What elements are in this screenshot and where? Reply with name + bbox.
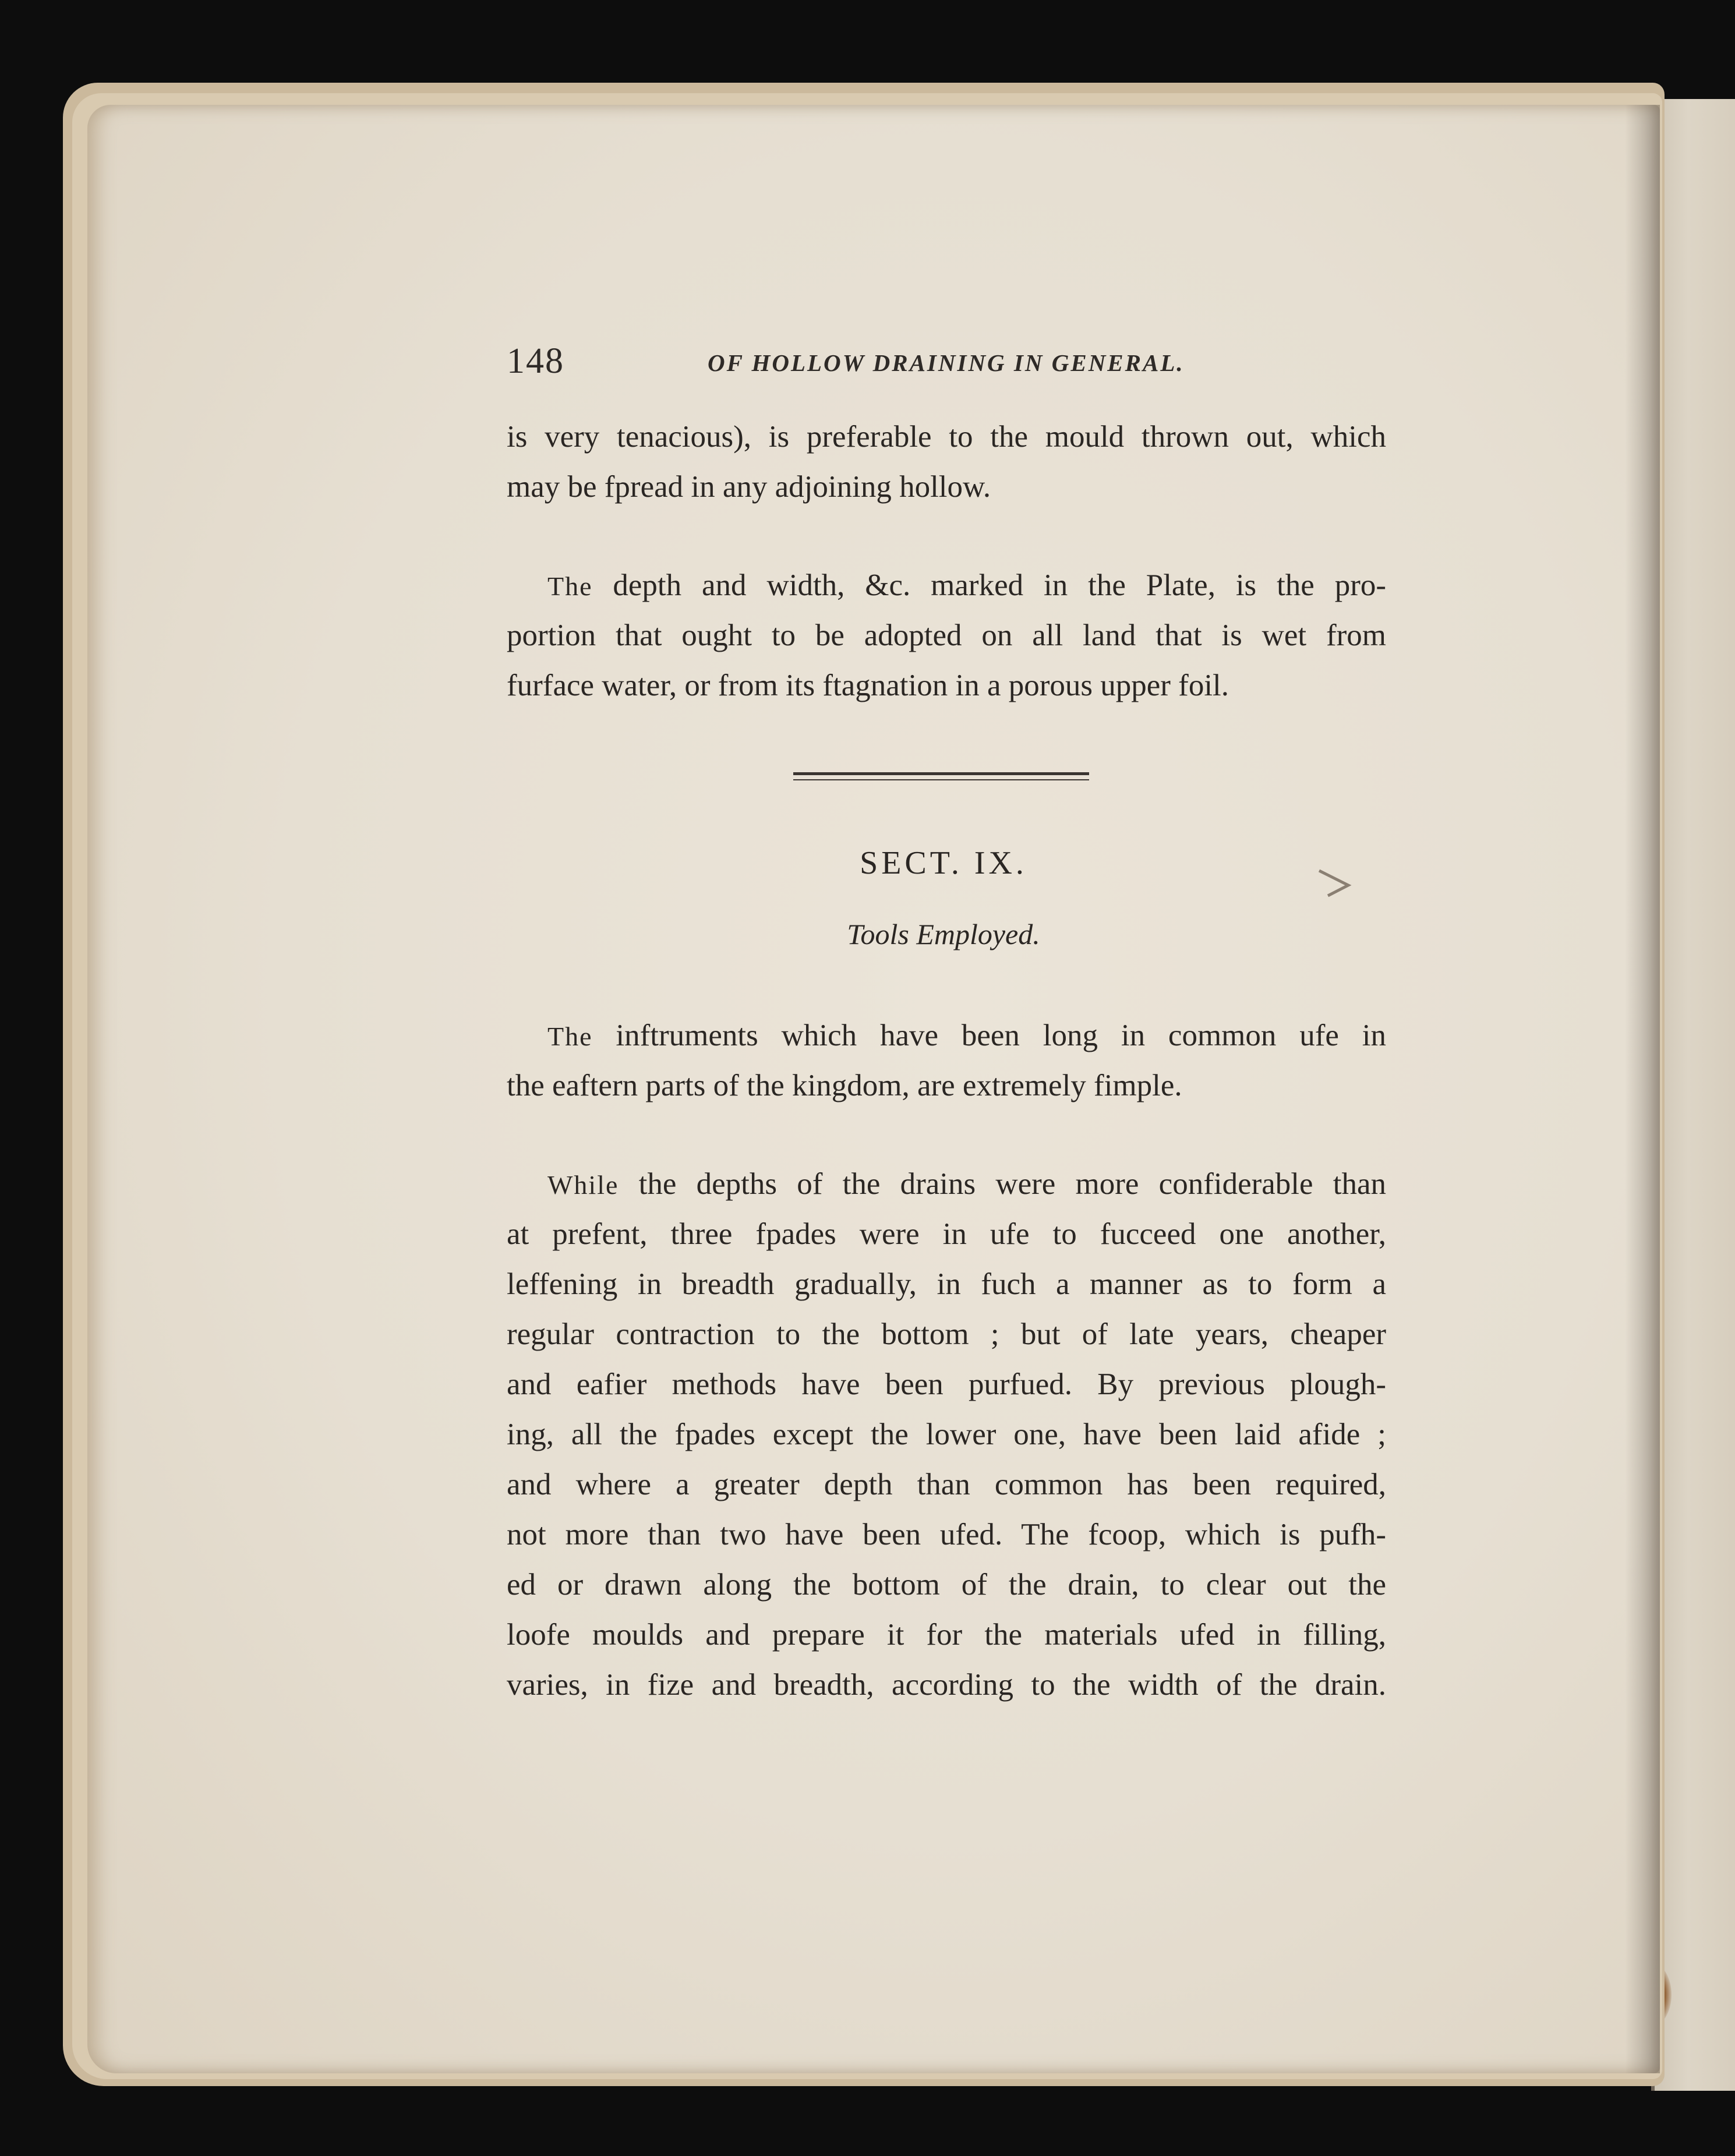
text-line-lead — [547, 568, 1386, 614]
text-line: depth and width, &c. marked in the Plate, is the pro- — [613, 568, 1386, 602]
section-title: SECT. IX. — [860, 845, 1027, 881]
text-line: varies, in fize and breadth, according to the width of the drain. — [507, 1668, 1386, 1702]
text-line: and eafier methods have been purfued. By previous plough- — [507, 1367, 1386, 1401]
page-number: 148 — [507, 341, 564, 381]
text-line: portion that ought to be adopted on all land that is wet from — [507, 618, 1386, 652]
text-line: the depths of the drains were more confiderable than — [638, 1167, 1386, 1201]
text-line: regular contraction to the bottom ; but of late years, cheaper — [507, 1317, 1386, 1351]
text-line: ing, all the fpades except the lower one, have been laid afide ; — [507, 1418, 1386, 1451]
text-line: loofe moulds and prepare it for the materials ufed in filling, — [507, 1618, 1386, 1652]
running-head-title: OF HOLLOW DRAINING IN GENERAL. — [708, 349, 1185, 376]
running-head — [507, 341, 1185, 387]
text-line: the eaftern parts of the kingdom, are extremely fimple. — [507, 1069, 1182, 1102]
section-rule-thin — [793, 779, 1089, 780]
stray-ink-mark — [1316, 862, 1357, 903]
paragraph-lead-word: The — [547, 571, 593, 601]
text-line-lead — [547, 1018, 1386, 1065]
text-line: is very tenacious), is preferable to the mould thrown out, which — [507, 420, 1386, 454]
text-line: may be fpread in any adjoining hollow. — [507, 470, 991, 504]
text-line-lead — [547, 1167, 1386, 1213]
text-line: and where a greater depth than common has been required, — [507, 1468, 1386, 1501]
text-line: not more than two have been ufed. The fcoop, which is pufh- — [507, 1518, 1386, 1551]
text-line: at prefent, three fpades were in ufe to fucceed one another, — [507, 1217, 1386, 1251]
text-line: furface water, or from its ftagnation in a porous upper foil. — [507, 669, 1229, 702]
paragraph-lead-word: While — [547, 1170, 619, 1200]
section-subtitle: Tools Employed. — [847, 918, 1040, 950]
page-gutter-shadow — [1625, 105, 1660, 2073]
text-line: inftruments which have been long in common ufe in — [616, 1019, 1386, 1052]
paragraph-lead-word: The — [547, 1022, 593, 1051]
text-line: ed or drawn along the bottom of the drain, to clear out the — [507, 1568, 1386, 1602]
text-line: leffening in breadth gradually, in fuch a manner as to form a — [507, 1267, 1386, 1301]
section-rule — [793, 772, 1089, 775]
